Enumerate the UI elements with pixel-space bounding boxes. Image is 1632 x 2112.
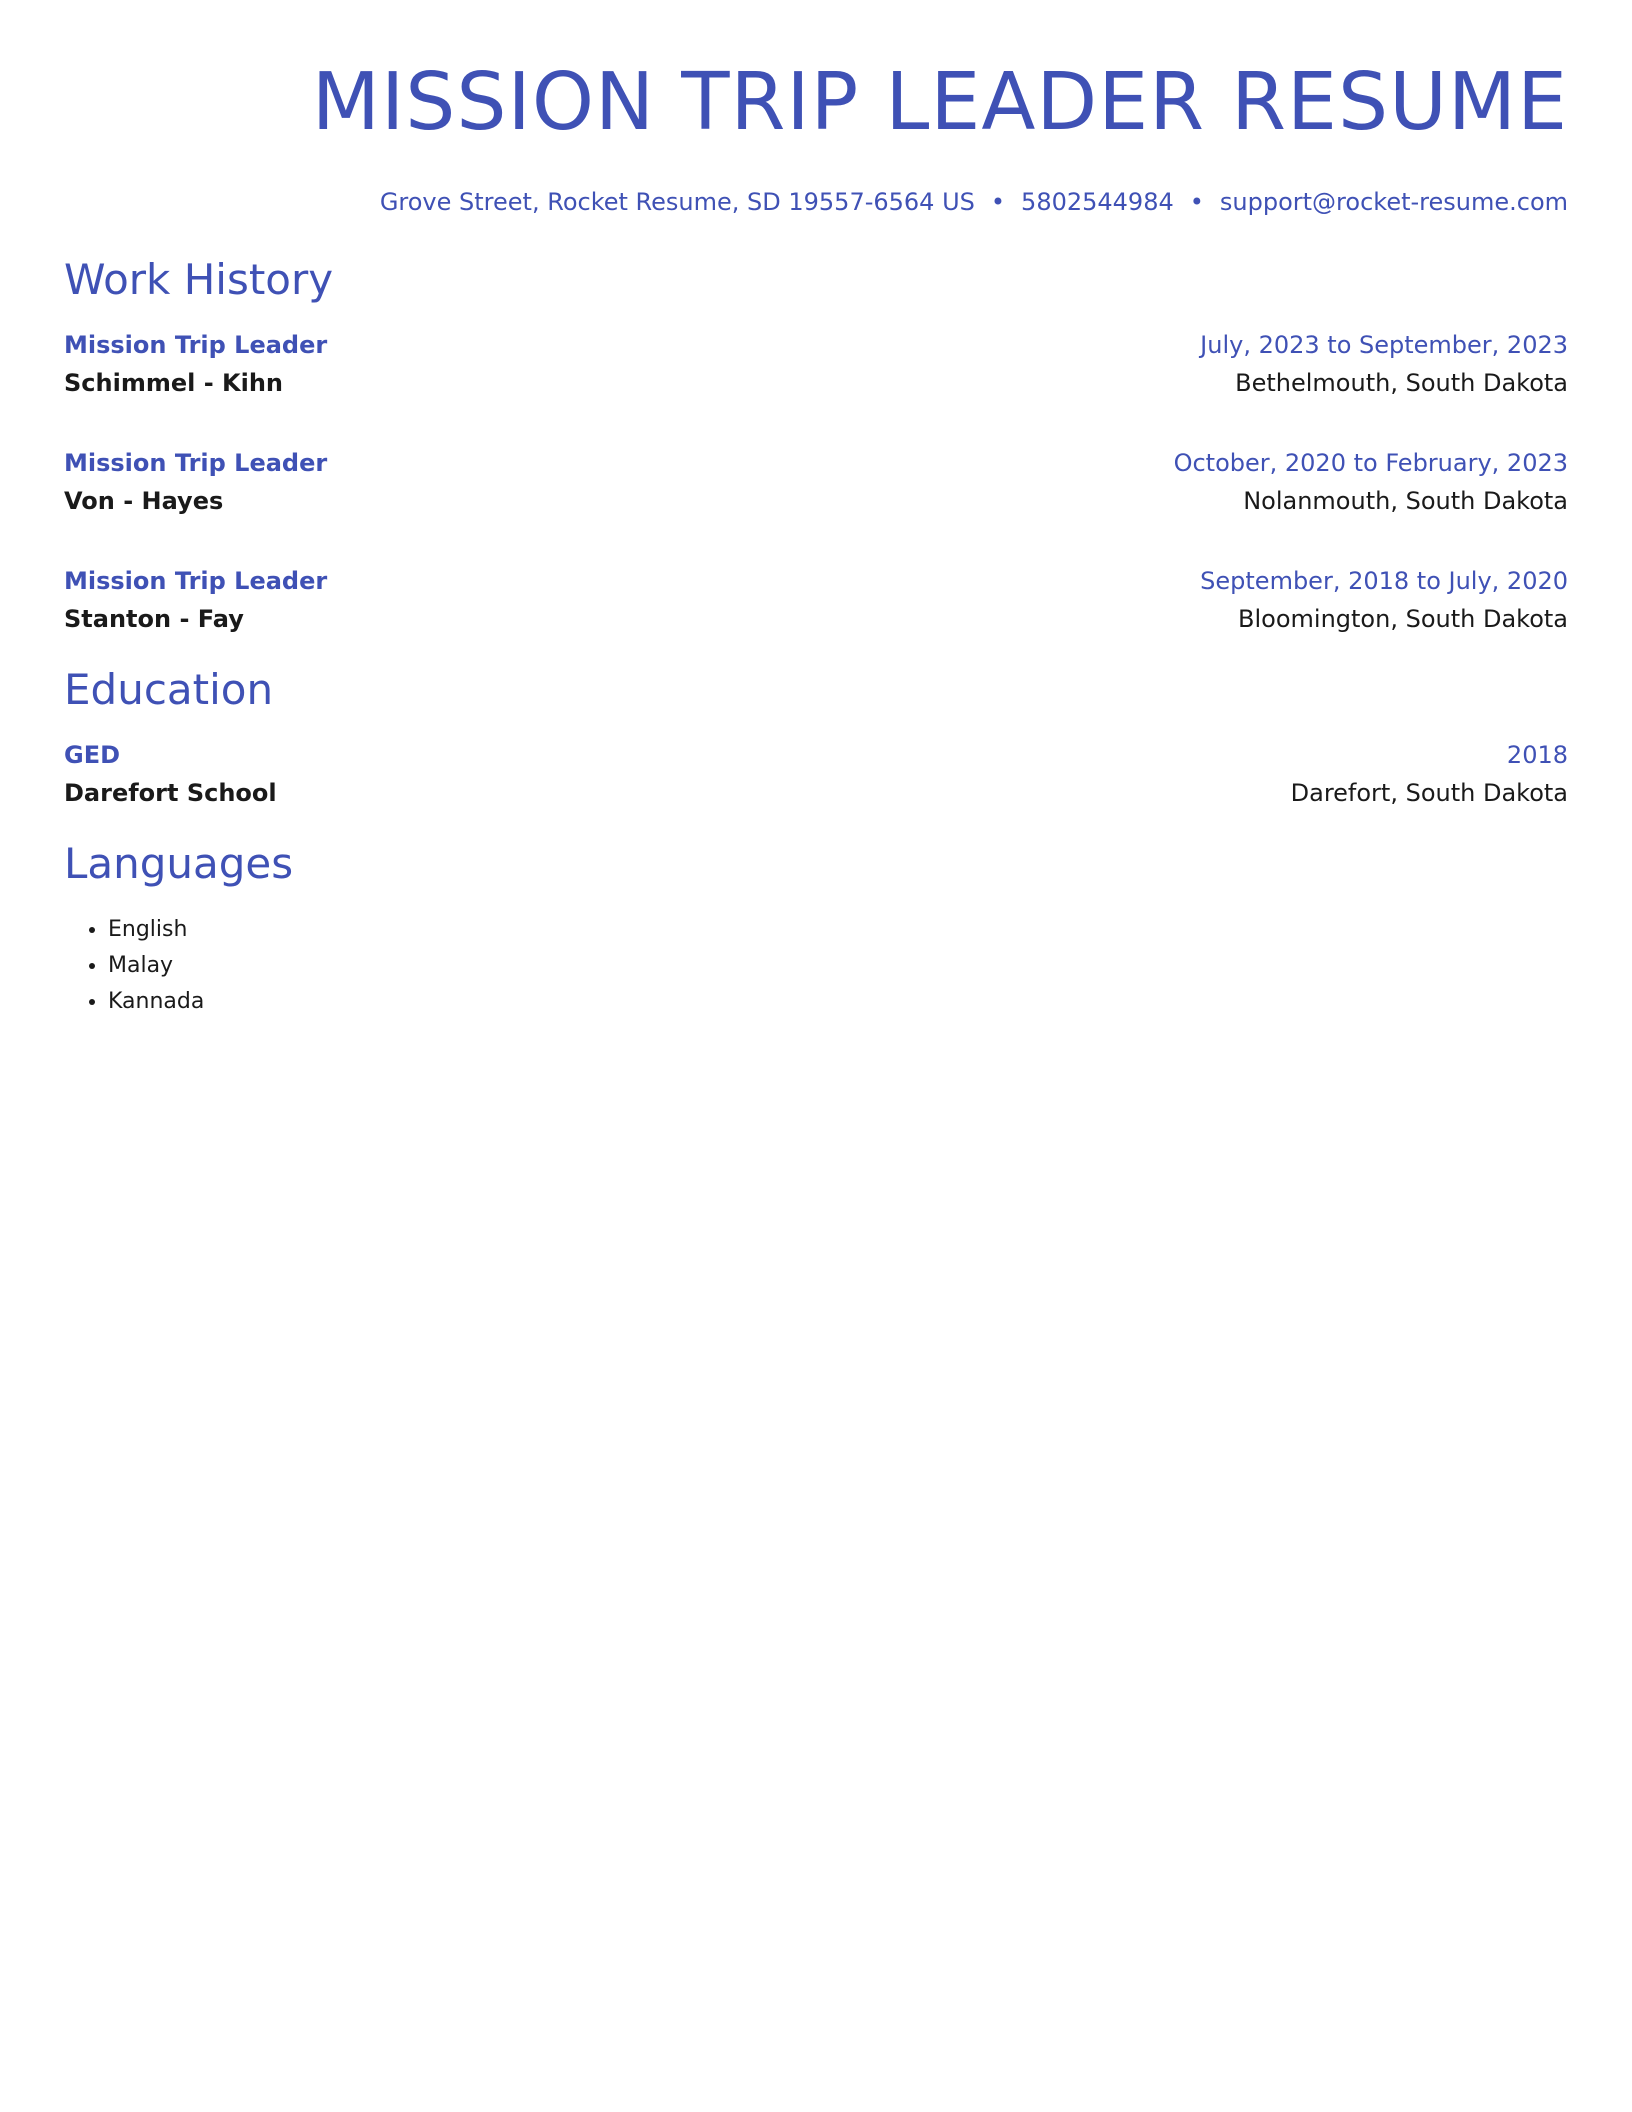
section-title-work-history: Work History [64,255,334,304]
work-entry-bottom-row [64,482,1568,520]
work-entry-top-row [64,444,1568,482]
school-location: Darefort, South Dakota [1290,779,1568,807]
contact-phone: 5802544984 [1021,188,1174,216]
job-location: Bethelmouth, South Dakota [1235,369,1568,397]
work-entry-bottom-row [64,600,1568,638]
contact-separator: • [990,188,1006,216]
section-title-education: Education [64,665,274,714]
graduation-year: 2018 [1506,741,1568,769]
language-item: • Kannada [108,984,1568,1020]
job-role: Mission Trip Leader [64,331,328,359]
education-section [64,664,1568,812]
education-entry [64,736,1568,812]
education-entry-top-row [64,736,1568,774]
school-name: Darefort School [64,779,277,807]
job-dates: July, 2023 to September, 2023 [1200,331,1568,359]
job-role: Mission Trip Leader [64,567,328,595]
contact-email: support@rocket-resume.com [1219,188,1568,216]
work-entry-top-row [64,326,1568,364]
job-location: Bloomington, South Dakota [1238,605,1568,633]
degree: GED [64,741,121,769]
contact-line [64,188,1568,216]
job-company: Schimmel - Kihn [64,369,284,397]
job-dates: October, 2020 to February, 2023 [1173,449,1568,477]
contact-address: Grove Street, Rocket Resume, SD 19557-6564 US [379,188,975,216]
job-dates: September, 2018 to July, 2020 [1200,567,1568,595]
job-company: Stanton - Fay [64,605,244,633]
contact-separator: • [1189,188,1204,216]
resume-page [64,0,1568,1020]
work-entry-bottom-row [64,364,1568,402]
work-entry-top-row [64,562,1568,600]
job-role: Mission Trip Leader [64,449,328,477]
languages-section [64,838,1568,1020]
job-company: Von - Hayes [64,487,224,515]
section-title-languages: Languages [64,839,294,888]
resume-header [64,0,1568,216]
work-history-section [64,254,1568,638]
work-entry [64,326,1568,402]
languages-list [64,912,1568,1020]
language-item: • Malay [108,948,1568,984]
work-entry [64,562,1568,638]
job-location: Nolanmouth, South Dakota [1243,487,1568,515]
resume-title: MISSION TRIP LEADER RESUME [311,56,1568,148]
education-entry-bottom-row [64,774,1568,812]
work-entry [64,444,1568,520]
language-item: • English [108,912,1568,948]
